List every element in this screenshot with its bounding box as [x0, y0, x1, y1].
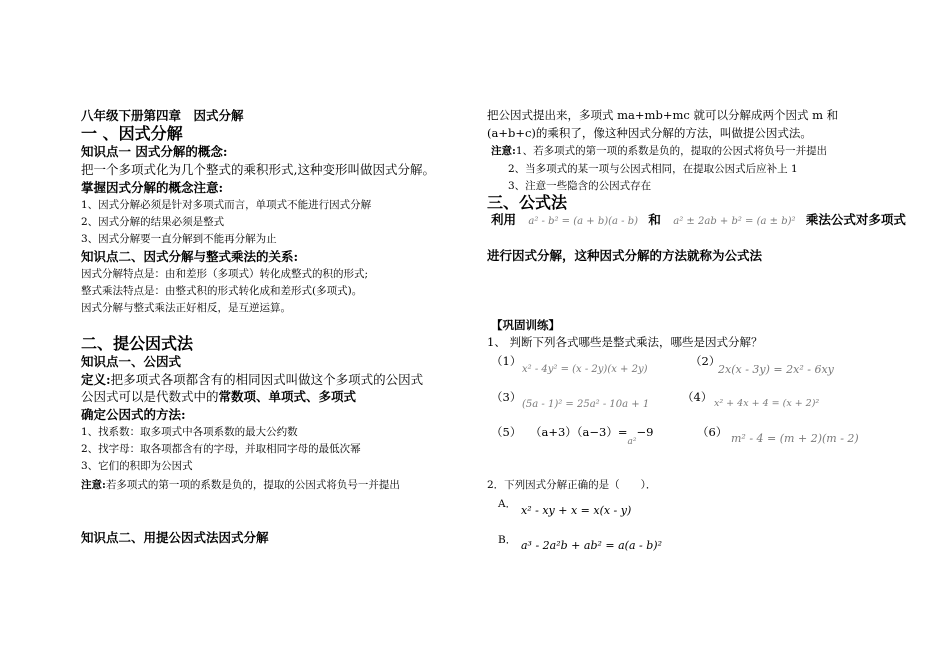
item-5-expression — [530, 425, 654, 447]
question-1: 1、 判断下列各式哪些是整式乘法，哪些是因式分解？ — [487, 335, 763, 349]
method-item: 1、找系数：取多项式中各项系数的最大公约数 — [81, 426, 298, 438]
item-5-expression-square: a² — [627, 437, 637, 447]
option-a-expression: x² - xy + x = x(x - y) — [521, 504, 632, 517]
right-note-line: 2、当多项式的某一项与公因式相同，在提取公因式后应补上 1 — [508, 163, 798, 175]
formula-perfect-square: a² ± 2ab + b² = (a ± b)² — [673, 216, 796, 227]
notes-title: 掌握因式分解的概念注意: — [81, 180, 224, 195]
item-number: （3） — [491, 390, 522, 404]
item-expression: 2x(x - 3y) = 2x² - 6xy — [718, 363, 834, 376]
item-number: （1） — [491, 354, 522, 368]
paragraph-line: 把公因式提出来，多项式 ma+mb+mc 就可以分解成两个因式 m 和 — [487, 108, 839, 122]
formula-suffix: 乘法公式对多项式 — [805, 212, 906, 227]
item-expression: (5a - 1)² = 25a² - 10a + 1 — [522, 399, 650, 410]
definition-label: 定义: — [81, 372, 111, 387]
drill-title: 【巩固训练】 — [491, 318, 560, 332]
method-item: 2、找字母：取各项都含有的字母，并取相同字母的最低次幂 — [81, 443, 361, 455]
item-5-expression-left: （a+3）（a−3）= — [530, 425, 628, 439]
option-b-label: B． — [498, 534, 517, 546]
method-item: 3、它们的积即为公因式 — [81, 460, 193, 472]
option-b-expression: a³ - 2a²b + ab² = a(a - b)² — [521, 539, 662, 552]
item-expression: x² - 4y² = (x - 2y)(x + 2y) — [522, 364, 648, 375]
option-a-label: A． — [498, 498, 517, 510]
chapter-title: 八年级下册第四章 因式分解 — [81, 108, 244, 123]
method-title: 确定公因式的方法: — [81, 407, 186, 422]
kp2-line: 因式分解特点是：由和差形（多项式）转化成整式的积的形式; — [81, 268, 369, 280]
note-label: 注意: — [81, 479, 106, 491]
kp1-definition: 把一个多项式化为几个整式的乘积形式,这种变形叫做因式分解。 — [81, 162, 435, 177]
definition-line-2 — [81, 390, 356, 404]
right-note-line — [491, 145, 827, 157]
note-item: 2、因式分解的结果必须是整式 — [81, 216, 225, 228]
definition-line-2-prefix: 公因式可以是代数式中的 — [81, 389, 219, 404]
item-5-expression-tail: −9 — [636, 425, 654, 439]
right-note-line: 3、注意一些隐含的公因式存在 — [508, 180, 652, 192]
section-3-title: 三、公式法 — [487, 193, 568, 212]
kp2-line: 因式分解与整式乘法正好相反，是互逆运算。 — [81, 302, 291, 314]
definition-line — [81, 373, 423, 387]
formula-prefix: 利用 — [491, 212, 517, 227]
item-number: （2） — [690, 354, 721, 368]
formula-and: 和 — [648, 212, 661, 227]
item-expression: x² + 4x + 4 = (x + 2)² — [714, 398, 820, 409]
formula-line — [491, 213, 906, 228]
note-text: 若多项式的第一项的系数是负的，提取的公因式将负号一并提出 — [105, 479, 400, 491]
item-number: （4） — [682, 390, 713, 404]
definition-line-2-bold: 常数项、单项式、多项式 — [218, 389, 357, 404]
note-item: 1、因式分解必须是针对多项式而言，单项式不能进行因式分解 — [81, 199, 372, 211]
right-note-label: 注意: — [491, 145, 516, 157]
definition-text: 把多项式各项都含有的相同因式叫做这个多项式的公因式 — [110, 372, 424, 387]
note-item: 3、因式分解要一直分解到不能再分解为止 — [81, 233, 277, 245]
kp1-title: 知识点一 因式分解的概念: — [81, 144, 228, 159]
kp4-title: 知识点二、用提公因式法因式分解 — [81, 530, 269, 545]
formula-line-2: 进行因式分解，这种因式分解的方法就称为公式法 — [487, 248, 763, 263]
paragraph-line: (a+b+c)的乘积了，像这种因式分解的方法，叫做提公因式法。 — [487, 126, 812, 140]
item-number: （6） — [697, 425, 728, 439]
kp2-line: 整式乘法特点是：由整式积的形式转化成和差形式(多项式)。 — [81, 285, 363, 297]
question-2: 2．下列因式分解正确的是（ ）． — [487, 479, 657, 491]
section-1-title: 一 、因式分解 — [81, 124, 183, 143]
right-note-text: 1、若多项式的第一项的系数是负的，提取的公因式将负号一并提出 — [515, 145, 828, 157]
note-line — [81, 479, 400, 491]
item-number: （5） — [491, 425, 522, 439]
formula-difference-of-squares: a² - b² = (a + b)(a - b) — [528, 216, 639, 227]
kp2-title: 知识点二、因式分解与整式乘法的关系: — [81, 249, 299, 264]
section-2-title: 二、提公因式法 — [81, 334, 194, 353]
item-expression: m² - 4 = (m + 2)(m - 2) — [731, 432, 859, 445]
kp3-title: 知识点一、公因式 — [81, 354, 182, 369]
